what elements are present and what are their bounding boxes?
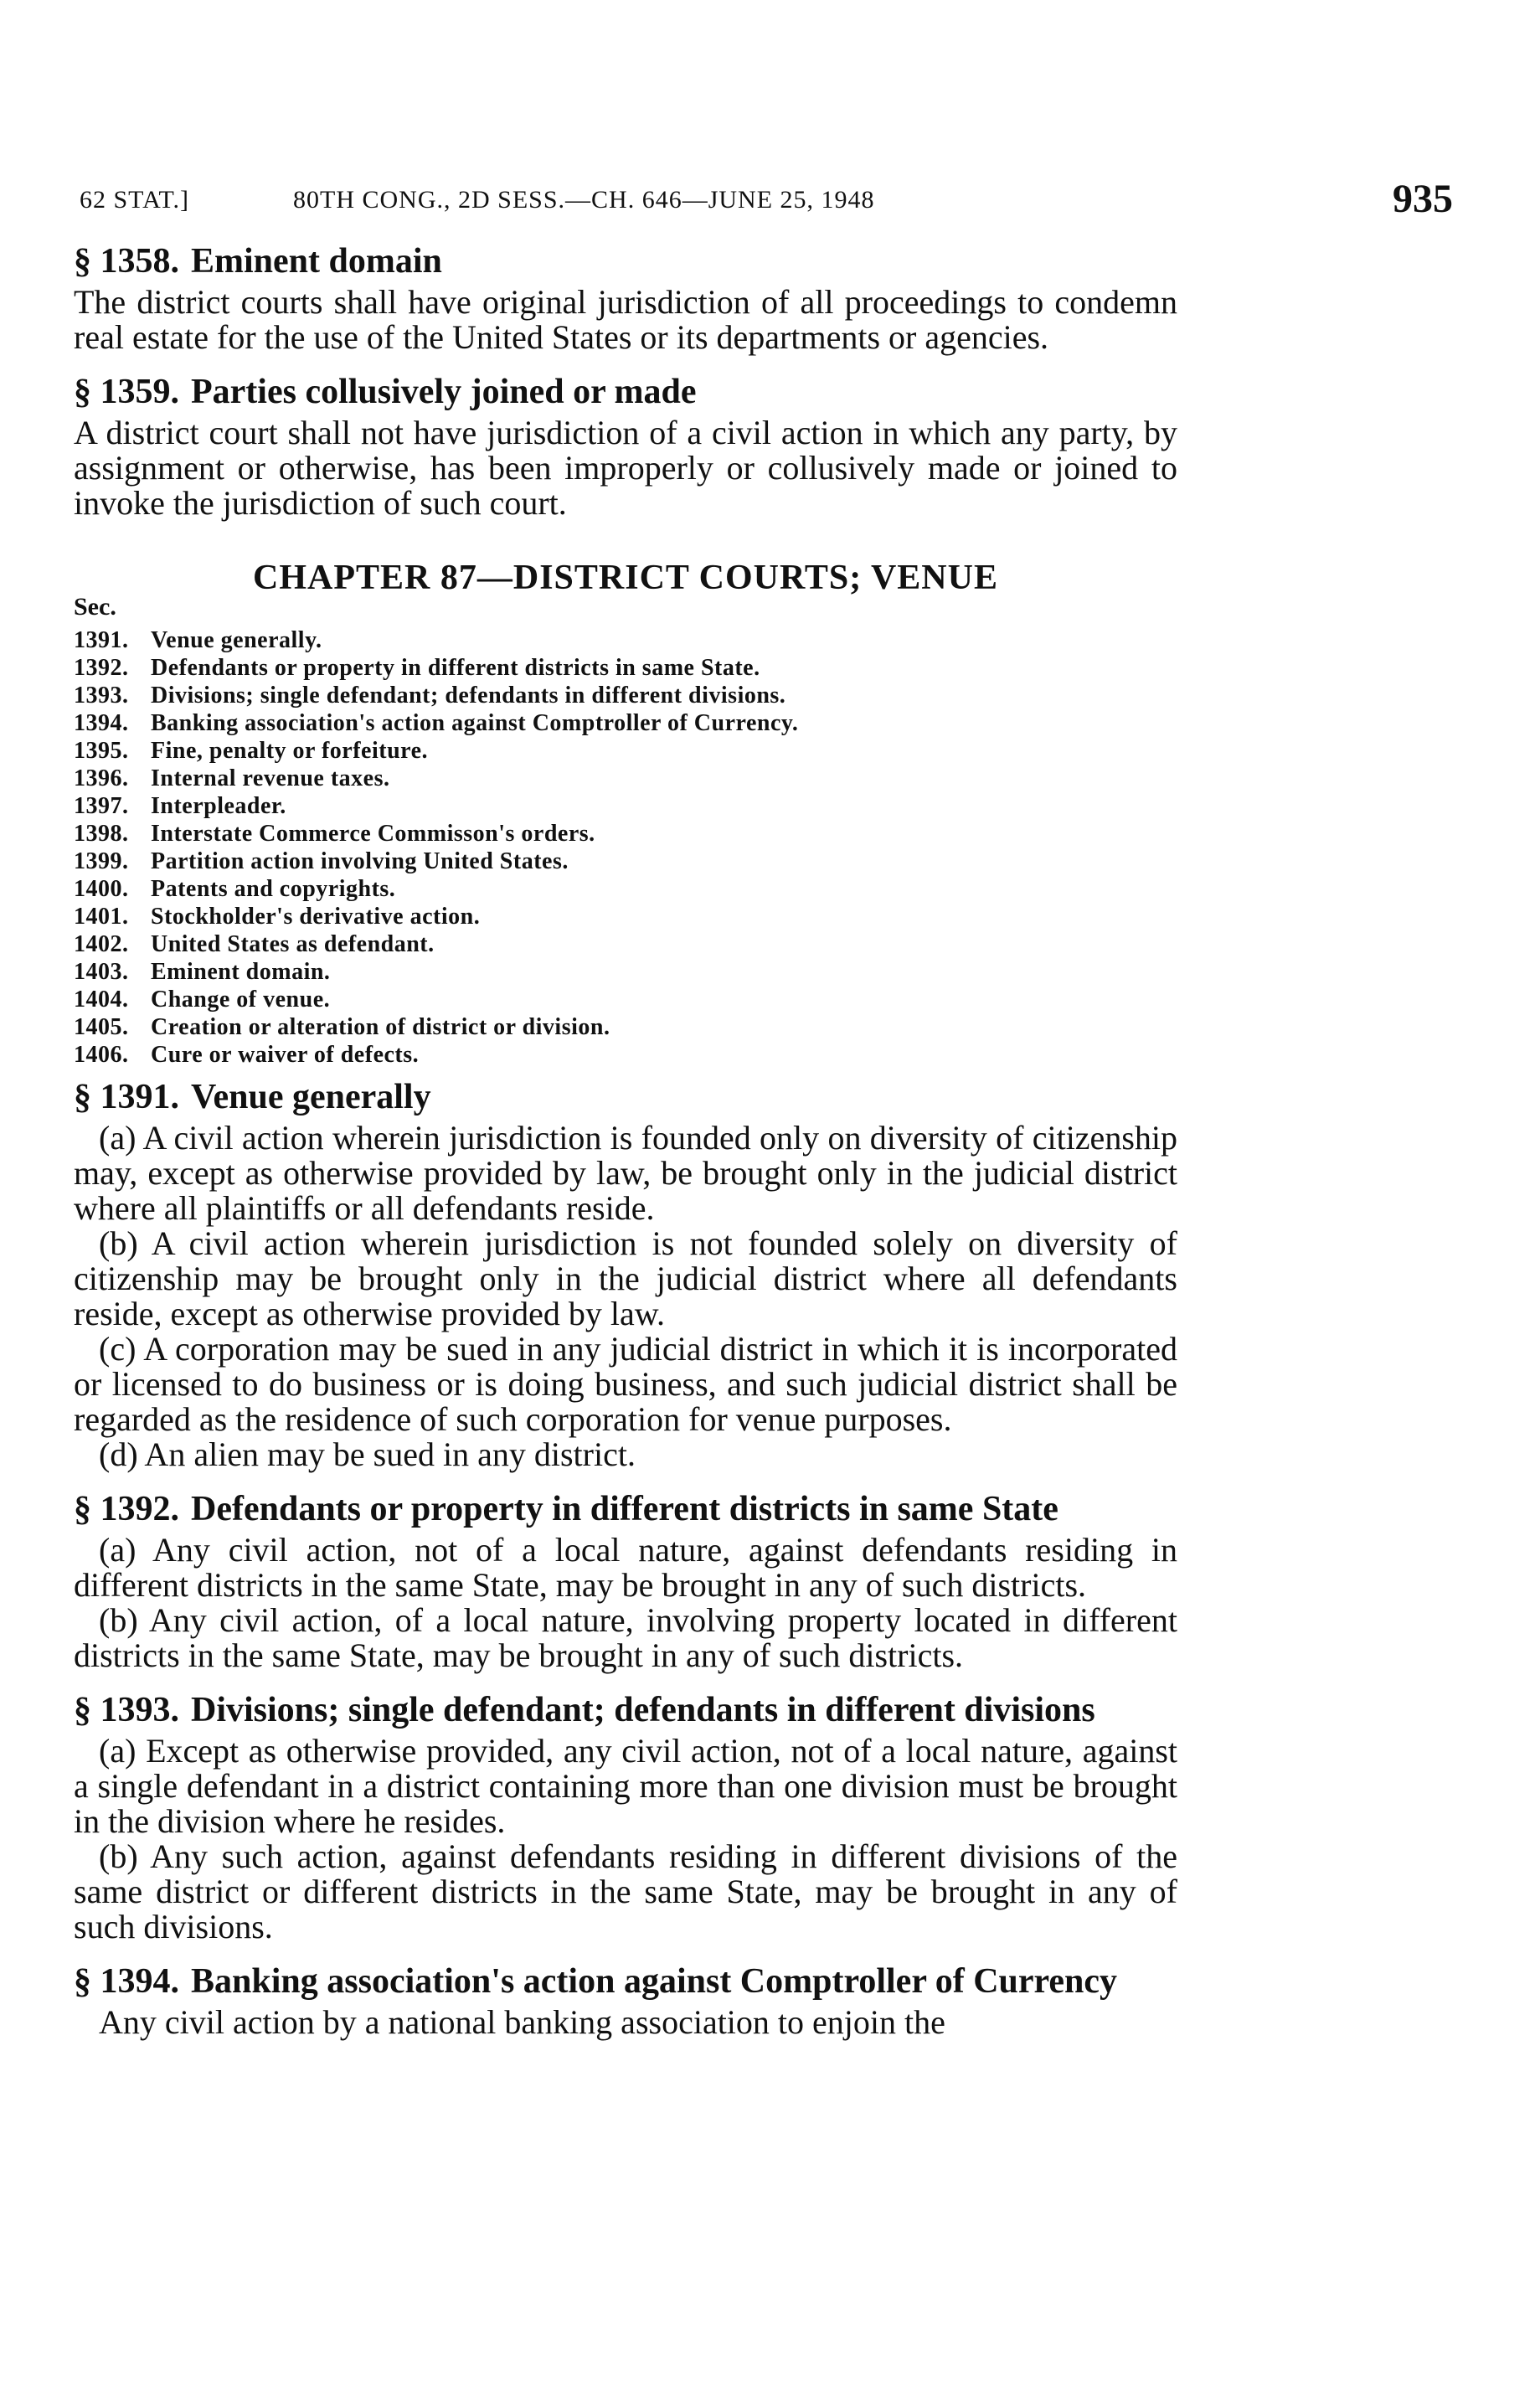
toc-number: 1399. [74,848,129,874]
toc-item [74,986,1177,1013]
toc-text: Internal revenue taxes. [151,765,390,791]
section-heading [74,243,1177,280]
toc-number: 1405. [74,1014,129,1040]
section-heading [74,1692,1177,1729]
section-paragraph: (a) Except as otherwise provided, any civil action, not of a local nature, against a single defendant in a district containing more than one division must be brought in the division where he resides. [74,1732,1177,1840]
section-heading [74,1963,1177,2000]
toc-text: Cure or waiver of defects. [151,1042,420,1068]
section-title: Venue generally [191,1078,431,1116]
toc-number: 1406. [74,1042,129,1068]
toc-text: Eminent domain. [151,959,331,985]
toc-item [74,930,1177,958]
toc-item [74,1041,1177,1069]
toc-text: United States as defendant. [151,931,435,957]
toc-item [74,626,1177,654]
section-paragraph: (a) A civil action wherein jurisdiction is founded only on diversity of citizenship may, except as otherwise provided by law, be brought only in the judicial district where all plaintiffs or all defendants reside. [74,1119,1177,1227]
chapter-title: CHAPTER 87—DISTRICT COURTS; VENUE [253,559,998,597]
section-title: Defendants or property in different districts in same State [191,1490,1058,1528]
section-1359 [74,374,1177,521]
section-heading [74,1491,1177,1528]
section-1391 [74,1079,1177,1472]
toc-number: 1395. [74,738,129,764]
section-number: § 1391. [74,1078,179,1116]
toc-item [74,820,1177,848]
page-number: 935 [1393,177,1453,221]
toc-number: 1392. [74,655,129,681]
section-paragraph: A district court shall not have jurisdiction of a civil action in which any party, by assignment or otherwise, has been improperly or collusively made or joined to invoke the jurisdiction of such court. [74,414,1177,522]
toc-text: Creation or alteration of district or division. [151,1014,610,1040]
section-paragraph: (a) Any civil action, not of a local nature, against defendants residing in different districts in the same State, may be brought in any of such districts. [74,1531,1177,1604]
toc-item [74,903,1177,930]
section-paragraph: (c) A corporation may be sued in any judicial district in which it is incorporated or licensed to do business or is doing business, and such judicial district shall be regarded as the residence of such corporation for venue purposes. [74,1330,1177,1438]
toc-text: Interstate Commerce Commisson's orders. [151,821,595,847]
section-number: § 1392. [74,1490,179,1528]
section-paragraph: Any civil action by a national banking association to enjoin the [99,2003,945,2041]
section-title: Divisions; single defendant; defendants in different divisions [191,1691,1095,1729]
toc-text: Change of venue. [151,987,331,1013]
section-title: Eminent domain [191,242,442,281]
toc-number: 1396. [74,765,129,791]
toc-number: 1394. [74,710,129,736]
toc-text: Interpleader. [151,793,286,819]
toc-item [74,654,1177,682]
section-number: § 1358. [74,242,179,281]
toc-item [74,1013,1177,1041]
section-heading [74,374,1177,410]
toc-number: 1401. [74,904,129,930]
toc-number: 1400. [74,876,129,902]
toc-text: Fine, penalty or forfeiture. [151,738,429,764]
toc-number: 1393. [74,683,129,708]
section-1392 [74,1491,1177,1673]
section-1393 [74,1692,1177,1945]
page-content [74,243,1177,2040]
toc-text: Stockholder's derivative action. [151,904,481,930]
toc-number: 1402. [74,931,129,957]
toc-text: Partition action involving United States. [151,848,569,874]
section-number: § 1394. [74,1962,179,2001]
section-1394 [74,1963,1177,2040]
running-head [80,176,1453,243]
section-1358 [74,243,1177,355]
toc-item [74,848,1177,875]
section-heading [74,1079,1177,1116]
toc-text: Banking association's action against Comptroller of Currency. [151,710,799,736]
toc-item [74,765,1177,792]
toc-item [74,709,1177,737]
section-title: Banking association's action against Comptroller of Currency [191,1962,1118,2001]
toc-item [74,875,1177,903]
section-paragraph: (d) An alien may be sued in any district. [99,1435,636,1473]
toc-number: 1404. [74,987,129,1013]
toc-number: 1398. [74,821,129,847]
toc-item [74,958,1177,986]
section-paragraph: (b) Any such action, against defendants residing in different divisions of the same district or different districts in the same State, may be brought in any of such divisions. [74,1837,1177,1945]
toc-number: 1403. [74,959,129,985]
section-title: Parties collusively joined or made [191,373,697,411]
toc-item [74,792,1177,820]
toc-text: Defendants or property in different districts in same State. [151,655,760,681]
toc-number: 1397. [74,793,129,819]
section-paragraph: (b) A civil action wherein jurisdiction is not founded solely on diversity of citizenship may be brought only in the judicial district where all defendants reside, except as otherwise provided by law. [74,1224,1177,1332]
section-paragraph: (b) Any civil action, of a local nature, involving property located in different districts in the same State, may be brought in any of such districts. [74,1601,1177,1674]
chapter-toc [74,626,1177,1069]
toc-sec-label: Sec. [74,593,116,621]
toc-item [74,737,1177,765]
toc-number: 1391. [74,627,129,653]
section-paragraph: The district courts shall have original jurisdiction of all proceedings to condemn real estate for the use of the United States or its departments or agencies. [74,283,1177,356]
toc-text: Patents and copyrights. [151,876,396,902]
statute-reference: 62 STAT.] [80,186,190,214]
section-number: § 1359. [74,373,179,411]
session-chapter-date: 80TH CONG., 2D SESS.—CH. 646—JUNE 25, 1948 [293,186,875,214]
toc-text: Venue generally. [151,627,322,653]
toc-text: Divisions; single defendant; defendants in different divisions. [151,683,786,708]
section-number: § 1393. [74,1691,179,1729]
toc-item [74,682,1177,709]
